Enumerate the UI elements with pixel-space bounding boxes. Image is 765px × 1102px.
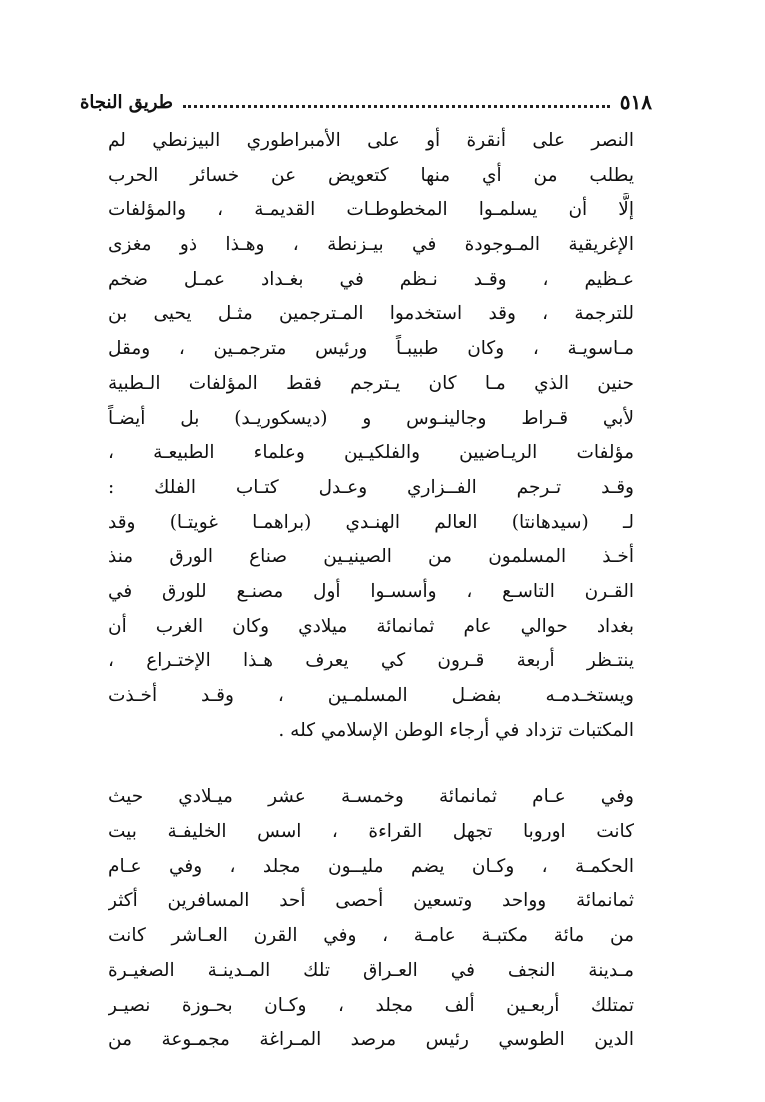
paragraph-2: [108, 780, 634, 1058]
text-line: الحكمـة ، وكـان يضم مليــون مجلد ، وفي عـام: [108, 855, 634, 877]
text-line: أخـذ المسلمون من الصينيـين صناع الورق منذ: [108, 546, 634, 568]
text-line: الدين الطوسي رئيس مرصد المـراغة مجمـوعة من: [108, 1029, 634, 1051]
text-line: عـظيم ، وقـد نـظم في بغـداد عمـل ضخم: [108, 268, 634, 290]
body-text: [108, 124, 634, 1058]
page-number: ٥١٨: [619, 90, 652, 114]
text-line: مـاسويـة ، وكان طبيبـاً ورئيس مترجمـين ، ومقل: [108, 338, 634, 360]
text-line: ينتـظر أربعة قـرون كي يعرف هـذا الإختـراع ،: [108, 650, 634, 672]
text-line: تمتلك أربعـين ألف مجلد ، وكـان بحـوزة نصيـر: [108, 994, 634, 1016]
text-line: النصر على أنقرة أو على الأمبراطوري البيزنطي لم: [108, 130, 634, 151]
text-line: مـدينة النجف في العـراق تلك المـدينـة الصغيـرة: [108, 959, 634, 981]
text-line: يطلب من أي منها كتعويض عن خسائر الحرب: [108, 164, 634, 186]
paragraph-spacer: [108, 748, 634, 780]
text-line: مؤلفات الريـاضيين والفلكيـين وعلماء الطبيعـة ،: [108, 442, 634, 464]
text-line: وقـد تـرجم الفــزاري وعـدل كتـاب الفلك :: [108, 476, 634, 498]
paragraph-1: [108, 124, 634, 748]
text-line: الإغريقية المـوجودة في بيـزنطة ، وهـذا ذو مغزى: [108, 234, 634, 256]
text-line: للترجمة ، وقد استخدموا المـترجمين مثـل يحيى بن: [108, 303, 634, 325]
running-title: طريق النجاة: [80, 91, 173, 113]
text-line: إلَّا أن يسلمـوا المخطوطـات القديمـة ، والمؤلفات: [108, 199, 634, 221]
leader-dots: [183, 105, 610, 108]
text-line: ثمانمائة وواحد وتسعين أحصى أحد المسافرين أكثر: [108, 890, 634, 912]
text-line: القـرن التاسـع ، وأسسـوا أول مصنـع للورق في: [108, 580, 634, 602]
text-line: حنين الذي مـا كان يـترجم فقط المؤلفات الـطبية: [108, 372, 634, 394]
text-line: المكتبات تزداد في أرجاء الوطن الإسلامي كله .: [278, 719, 634, 741]
text-line: وفي عـام ثمانمائة وخمسـة عشر ميـلادي حيث: [108, 786, 634, 808]
text-line: ويستخـدمـه بفضـل المسلمـين ، وقـد أخـذت: [108, 685, 634, 706]
text-line: كانت اوروبا تجهل القراءة ، اسس الخليفـة بيت: [108, 821, 634, 843]
text-line: لـ (سيدهانتا) العالم الهنـدي (براهمـا غويتـا) وقد: [108, 511, 634, 533]
text-line: لأبي قـراط وجالينـوس و (ديسكوريـد) بل أيضـاً: [108, 407, 634, 429]
text-line: من مائة مكتبـة عامـة ، وفي القرن العـاشر كانت: [108, 925, 634, 947]
text-line: بغداد حوالي عام ثمانمائة ميلادي وكان الغرب أن: [108, 615, 634, 637]
page-header: [80, 88, 652, 116]
